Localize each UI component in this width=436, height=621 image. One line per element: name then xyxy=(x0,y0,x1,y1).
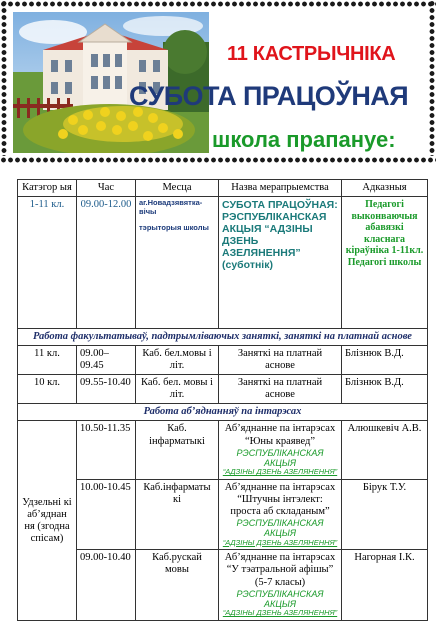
cell-event xyxy=(219,479,342,550)
place-line-2: тэрыторыя школы xyxy=(139,223,209,233)
section-title: Работа факультатываў, падтрымліваючых заняткі, заняткі на платнай аснове xyxy=(18,329,428,346)
table-row xyxy=(18,375,428,404)
banner-subtitle: школа прапануе: xyxy=(212,127,396,152)
cell-time: 09.00-12.00 xyxy=(77,197,136,329)
action-name: РЭСПУБЛІКАНСКАЯ АКЦЫЯ xyxy=(236,447,324,468)
table-row xyxy=(18,197,428,329)
action-subtitle: “АДЗІНЫ ДЗЕНЬ АЗЕЛЯНЕННЯ” xyxy=(222,537,338,547)
banner xyxy=(0,0,436,166)
cell-event xyxy=(219,421,342,479)
section-row xyxy=(18,404,428,421)
table-row xyxy=(18,479,428,550)
cell-time: 09.00-10.40 xyxy=(77,550,136,621)
dotted-border-left xyxy=(0,0,8,156)
cell-place: Каб. бел.мовы і літ. xyxy=(136,346,219,375)
cell-category: Удзельні кі аб’яднан ня (згодна спісам) xyxy=(18,421,77,620)
banner-inner xyxy=(9,9,427,155)
cell-event: Заняткі на платнай аснове xyxy=(219,375,342,404)
action-subtitle: “АДЗІНЫ ДЗЕНЬ АЗЕЛЯНЕННЯ” xyxy=(222,608,338,618)
cell-responsible: Блізнюк В.Д. xyxy=(342,346,428,375)
header-category: Катэгор ыя xyxy=(18,180,77,197)
header-time: Час xyxy=(77,180,136,197)
cell-responsible: Блізнюк В.Д. xyxy=(342,375,428,404)
section-title: Работа аб’яднанняў па інтарэсах xyxy=(18,404,428,421)
dotted-border-right xyxy=(428,0,436,156)
place-line-1: аг.Новадзявятка-вічы xyxy=(139,198,203,216)
dotted-border-bottom xyxy=(0,156,436,164)
cell-responsible: Нагорная І.К. xyxy=(342,550,428,621)
cell-category: 1-11 кл. xyxy=(18,197,77,329)
cell-time: 10.50-11.35 xyxy=(77,421,136,479)
schedule-table xyxy=(17,179,428,621)
table-row xyxy=(18,346,428,375)
cell-responsible: Педагогі выконваючыя абавязкі класнага кіраўніка 1-11кл. Педагогі школы xyxy=(342,197,428,329)
cell-place: Каб. інфарматыкі xyxy=(136,421,219,479)
action-name: РЭСПУБЛІКАНСКАЯ АКЦЫЯ xyxy=(236,518,324,539)
cell-responsible: Алюшкевіч А.В. xyxy=(342,421,428,479)
cell-time: 09.55-10.40 xyxy=(77,375,136,404)
cell-time: 10.00-10.45 xyxy=(77,479,136,550)
cell-place: Каб.інфарматы кі xyxy=(136,479,219,550)
event-name: Аб’яднанне па інтарэсах “Юны краявед” xyxy=(224,423,336,447)
cell-event: Заняткі на платнай аснове xyxy=(219,346,342,375)
table-row xyxy=(18,421,428,479)
cell-event xyxy=(219,550,342,621)
event-name: Аб’яднанне па інтарэсах “Штучны інтэлект: проста аб складаным” xyxy=(224,481,336,517)
action-subtitle: “АДЗІНЫ ДЗЕНЬ АЗЕЛЯНЕННЯ” xyxy=(222,467,338,477)
section-row xyxy=(18,329,428,346)
header-responsible: Адказныя xyxy=(342,180,428,197)
banner-date: 11 КАСТРЫЧНІКА xyxy=(227,43,396,65)
header-place: Месца xyxy=(136,180,219,197)
cell-category: 11 кл. xyxy=(18,346,77,375)
dotted-border-top xyxy=(0,0,436,8)
event-name: Аб’яднанне па інтарэсах “У тэатральной афішы” (5-7 класы) xyxy=(224,552,336,588)
cell-time: 09.00–09.45 xyxy=(77,346,136,375)
table-row xyxy=(18,550,428,621)
cell-category: 10 кл. xyxy=(18,375,77,404)
table-header-row xyxy=(18,180,428,197)
cell-event: СУБОТА ПРАЦОЎНАЯ: РЭСПУБЛІКАНСКАЯ АКЦЫЯ “АДЗІНЫ ДЗЕНЬ АЗЕЛЯНЕННЯ” (суботнік) xyxy=(219,197,342,329)
banner-title: СУБОТА ПРАЦОЎНАЯ xyxy=(129,81,409,111)
cell-place: Каб.рускай мовы xyxy=(136,550,219,621)
cell-responsible: Бірук Т.У. xyxy=(342,479,428,550)
action-name: РЭСПУБЛІКАНСКАЯ АКЦЫЯ xyxy=(236,588,324,609)
header-event: Назва мерапрыемства xyxy=(219,180,342,197)
cell-place: Каб. бел. мовы і літ. xyxy=(136,375,219,404)
cell-place xyxy=(136,197,219,329)
